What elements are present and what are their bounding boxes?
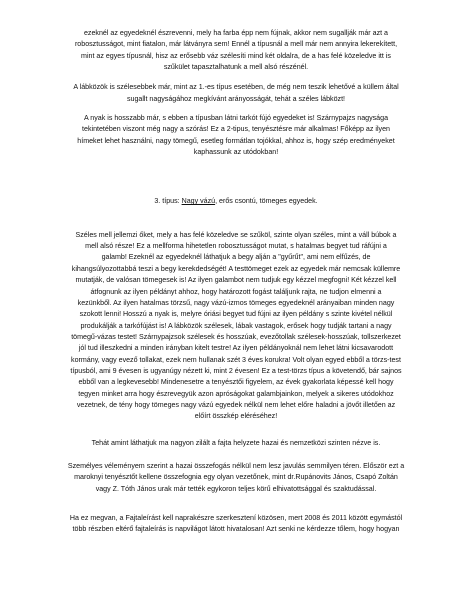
heading-underlined: Nagy vázú bbox=[181, 197, 216, 206]
text-line: robosztusságot, mint fiatalon, már látványra sem! Ennél a típusnál a mell már nem annyira lekerekített, bbox=[74, 40, 398, 49]
text-line: A lábközök is szélesebbek már, mint az 1.-es típus esetében, de még nem teszik lehetővé a küllem által bbox=[73, 83, 399, 92]
text-line: mell alsó része! Ez a mellforma hihetetlen robosztusságot mutat, s hatalmas begyet tud ráfújni a bbox=[85, 242, 387, 251]
text-line: Ha ez megvan, a Fajtaleírást kell naprakészre szerkesztení közösen, mert 2008 és 2011 között egymástól bbox=[69, 514, 403, 522]
heading-prefix: 3. típus: bbox=[154, 197, 182, 206]
text-line: szűkület tapasztalhatunk a mell alsó részénél. bbox=[163, 63, 309, 72]
text-line: Széles mell jellemzi őket, mely a has felé közeledve se szűköl, szinte olyan széles, mint a váll búbok a bbox=[75, 230, 397, 239]
text-line: kezünkből. Az ilyen hatalmas törzsű, nagy vázú-izmos tömeges egyedeknél arányaiban minden nagy bbox=[77, 298, 395, 307]
heading-suffix: , erős csontú, tömeges egyedek. bbox=[215, 197, 318, 206]
text-line: maroknyi tenyésztőt kellene összefognia egy olyan vezetőnek, mint dr.Rupánovits János, Csapó Zoltán bbox=[74, 473, 398, 482]
paragraph-opinion bbox=[56, 461, 416, 495]
document-page bbox=[56, 28, 416, 536]
text-line: produkálják a tarkófújást is! A lábközök szélesek, lábak vastagok, erősek hogy tudják tartani a nagy bbox=[80, 321, 392, 330]
text-line: ezeknél az egyedeknél észrevenni, mely ha farba épp nem fújnak, akkor nem sugallják már azt a bbox=[83, 29, 388, 37]
paragraph-neck bbox=[56, 113, 416, 158]
text-line: ebből van a legkevesebb! Mindenesetre a tenyésztői figyelem, az évek gyakorlata képessé kell hogy bbox=[78, 378, 394, 387]
text-line: mint az egyes típusnál, hisz az erősebb váz szélesíti mind két oldalra, de a has felé közeledve itt is bbox=[81, 51, 391, 60]
text-line: előírt összkép eléréséhez! bbox=[194, 412, 278, 421]
text-line: mutatják, de valósan tömegesek is! Az ilyen galambot nem tudjuk egy kézzel megfogni! Két kézzel kell bbox=[75, 276, 397, 285]
text-line: Személyes véleményem szerint a hazai összefogás nélkül nem lesz javulás semmilyen téren. Először ezt a bbox=[67, 461, 405, 470]
text-line: típusból, ami 9 évesen is ugyanúgy nézett ki, mint 2 évesen! Ez a test-törzs típus a követendő, bár sajnos bbox=[70, 366, 402, 375]
text-line: tömegű-vázas testet! Szárnypajzsok szélesek és hosszúak, evezőtollak szélesek-hosszúak, tollszerkezet bbox=[71, 332, 401, 341]
paragraph-leg-spacing bbox=[56, 82, 416, 105]
text-line: kaphassunk az utódokban! bbox=[193, 148, 279, 157]
paragraph-type-three bbox=[56, 230, 416, 423]
text-line: galamb! Ezeknél az egyedeknél láthatjuk a begy alján a "gyűrűt", ami nem elfűzés, de bbox=[101, 253, 371, 262]
text-line: szokott lenni! Hosszú a nyak is, melyre óriási begyet tud fújni az ilyen példány s szinte kivétel nélkül bbox=[79, 310, 393, 319]
text-line: jól tud illeszkedni a minden irányban kitelt testre! Az ilyen példányoknál nem lehet látni kicsavarodott bbox=[78, 344, 394, 353]
text-line: sugallt nagyságához megkívánt arányosságát, tehát a széles lábközt! bbox=[126, 94, 346, 103]
text-line: kormány, vagy evező tollakat, ezek nem hullanak szét 3 éves korukra! Volt olyan egyed ebből a törzs-test bbox=[71, 355, 401, 364]
paragraph-intro bbox=[56, 28, 416, 73]
text-line: vagy Z. Tóth János urak már tették egykoron teljes körű elhivatottsággal és szaktudással. bbox=[95, 484, 377, 493]
text-line: hímeket lehet használni, nagy tömegű, esetleg formátlan tojókkal, ahhoz is, hogy szép eredményeket bbox=[77, 136, 395, 145]
paragraph-summary: Tehát amint láthatjuk ma nagyon zilált a fajta helyzete hazai és nemzetközi szinten nézve is. bbox=[91, 438, 381, 447]
text-line: átfognunk az ilyen példányt ahhoz, hogy határozott fogást találjunk rajta, ne tudjon elmenni a bbox=[90, 287, 382, 296]
text-line: több részben eltérő fajtaleírás is napvilágot látott hivatalosan! Azt senki ne kérdezze tőlem, hogy hogyan bbox=[72, 525, 400, 534]
text-line: kihangsúlyozottabbá teszi a begy kerekdedségét! A testtömeget ezek az egyedek már nemcsak küllemre bbox=[71, 264, 401, 273]
text-line: vezetnek, de tény hogy tömeges nagy vázú egyedek nélkül nem lehet előre haladni a jövőt illetően az bbox=[76, 400, 396, 409]
text-line: A nyak is hosszabb már, s ebben a típusban látni tarkót fújó egyedeket is! Szárnypajzs nagysága bbox=[83, 114, 389, 123]
section-heading bbox=[56, 196, 416, 207]
text-line: tekintetében viszont még nagy a szórás! Ez a 2-tipus, tenyésztésre már alkalmas! Főképp az ilyen bbox=[82, 125, 390, 134]
paragraph-breed-description bbox=[56, 513, 416, 536]
text-line: tegyen minket arra hogy észrevegyük azon apróságokat galambjainkon, melyek a sikeres utódokhoz bbox=[78, 389, 394, 398]
